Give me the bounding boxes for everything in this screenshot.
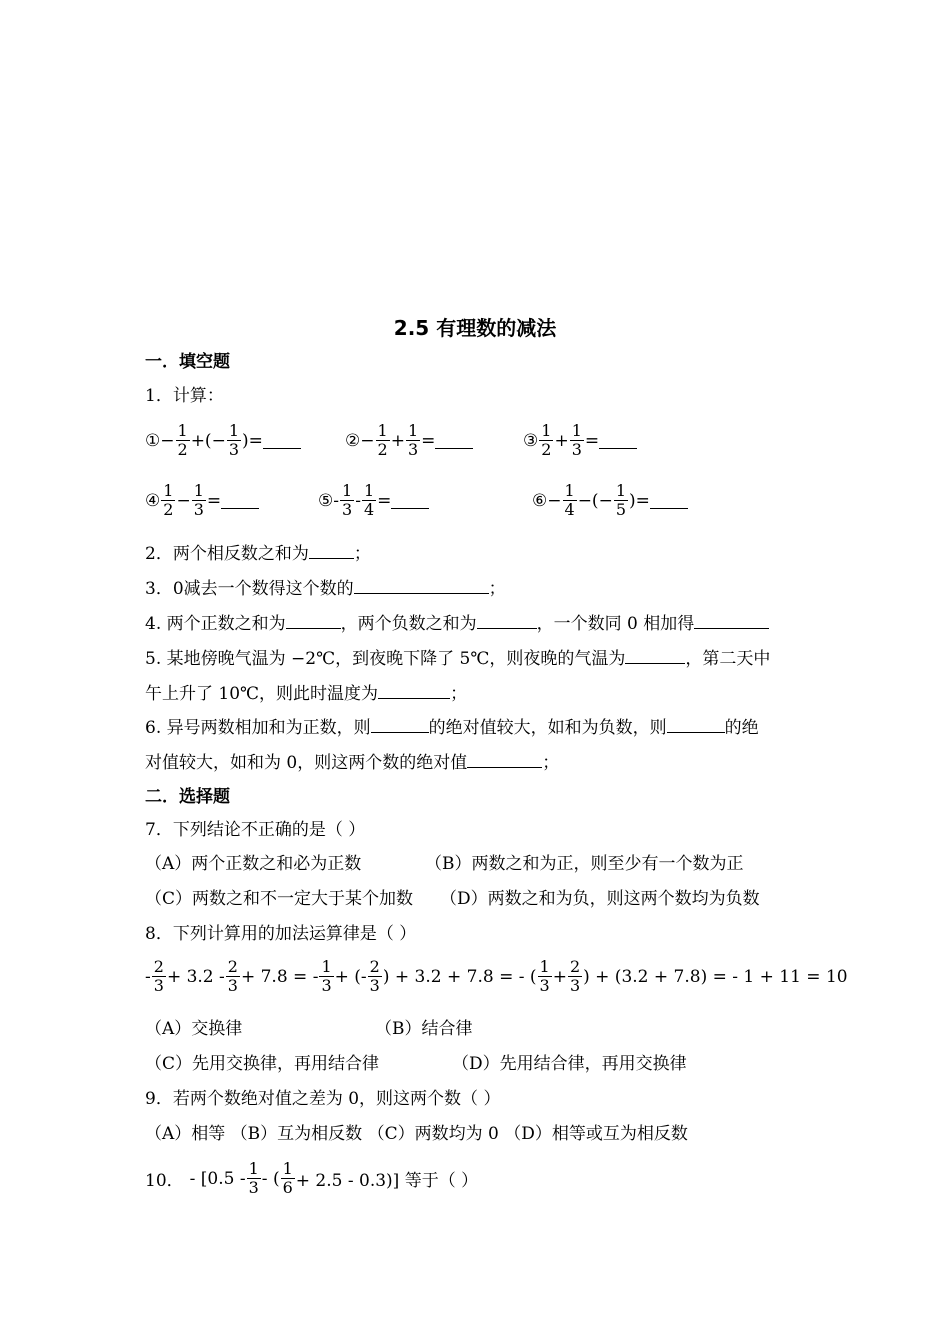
q8-option-d: （D）先用结合律，再用交换律: [452, 1054, 687, 1074]
q1-item-2: ② − $\frac{1}{2}$ + $\frac{1}{3}$ =: [345, 422, 473, 459]
q6-line1: 6. 异号两数相加和为正数，则 的绝对值较大，如和为负数，则 的绝: [145, 718, 759, 738]
q5-line1: 5. 某地傍晚气温为 −2℃，到夜晚下降了 5℃，则夜晚的气温为 ，第二天中: [145, 649, 771, 669]
q1-item-1: ① − $\frac{1}{2}$ +(− $\frac{1}{3}$ )=: [145, 422, 301, 459]
page-title: 2.5 有理数的减法: [393, 316, 557, 340]
q9-options: （A）相等 （B）互为相反数 （C）两数均为 0 （D）相等或互为相反数: [145, 1124, 688, 1144]
q1-label: 1．计算：: [145, 386, 224, 406]
answer-blank: [391, 492, 429, 509]
q1-item-6: ⑥ − $\frac{1}{4}$ −(− $\frac{1}{5}$ )=: [532, 482, 688, 519]
answer-blank: [221, 492, 259, 509]
section-fill-in: 一．填空题: [145, 352, 230, 372]
q8-option-c: （C）先用交换律，再用结合律: [145, 1054, 380, 1074]
q8-stem: 8．下列计算用的加法运算律是（ ）: [145, 924, 417, 944]
q8-expression: - $\frac{2}{3}$ + 3.2 - $\frac{2}{3}$ + 7.8 = - $\frac{1}{3}$ + (- $\frac{2}{3}$ ) + 3.2 + 7.8 = - ( $\frac{1}{3}$ + $\frac{2}{3}$ ) + (3.2 + 7.8) = - 1 + 11 = 10: [145, 957, 848, 995]
q7-option-b: （B）两数之和为正，则至少有一个数为正: [425, 854, 744, 874]
answer-blank: [435, 432, 473, 449]
q2: 2．两个相反数之和为 ；: [145, 544, 371, 564]
q10: 10． - [0.5 - $\frac{1}{3}$ - ( $\frac{1}{6}$ + 2.5 - 0.3)] 等于（ ）: [145, 1159, 479, 1197]
q4: 4. 两个正数之和为 ，两个负数之和为 ，一个数同 0 相加得: [145, 612, 769, 635]
answer-blank: [263, 432, 301, 449]
q9-stem: 9．若两个数绝对值之差为 0，则这两个数（ ）: [145, 1089, 501, 1109]
q1-item-5: ⑤ - $\frac{1}{3}$ - $\frac{1}{4}$ =: [318, 482, 429, 519]
q3: 3．0减去一个数得这个数的 ；: [145, 579, 506, 599]
q8-option-a: （A）交换律: [145, 1019, 243, 1039]
section-choice: 二．选择题: [145, 787, 230, 807]
q7-option-d: （D）两数之和为负，则这两个数均为负数: [440, 889, 760, 909]
q6-line2: 对值较大，如和为 0，则这两个数的绝对值 ；: [145, 753, 560, 773]
q1-item-4: ④ $\frac{1}{2}$ − $\frac{1}{3}$ =: [145, 482, 259, 519]
q7-option-c: （C）两数之和不一定大于某个加数: [145, 889, 414, 909]
answer-blank: [650, 492, 688, 509]
q8-option-b: （B）结合律: [375, 1019, 473, 1039]
q7-stem: 7．下列结论不正确的是（ ）: [145, 820, 366, 840]
q7-option-a: （A）两个正数之和必为正数: [145, 854, 362, 874]
q1-item-3: ③ $\frac{1}{2}$ + $\frac{1}{3}$ =: [523, 422, 637, 459]
answer-blank: [599, 432, 637, 449]
q5-line2: 午上升了 10℃，则此时温度为 ；: [145, 684, 468, 704]
